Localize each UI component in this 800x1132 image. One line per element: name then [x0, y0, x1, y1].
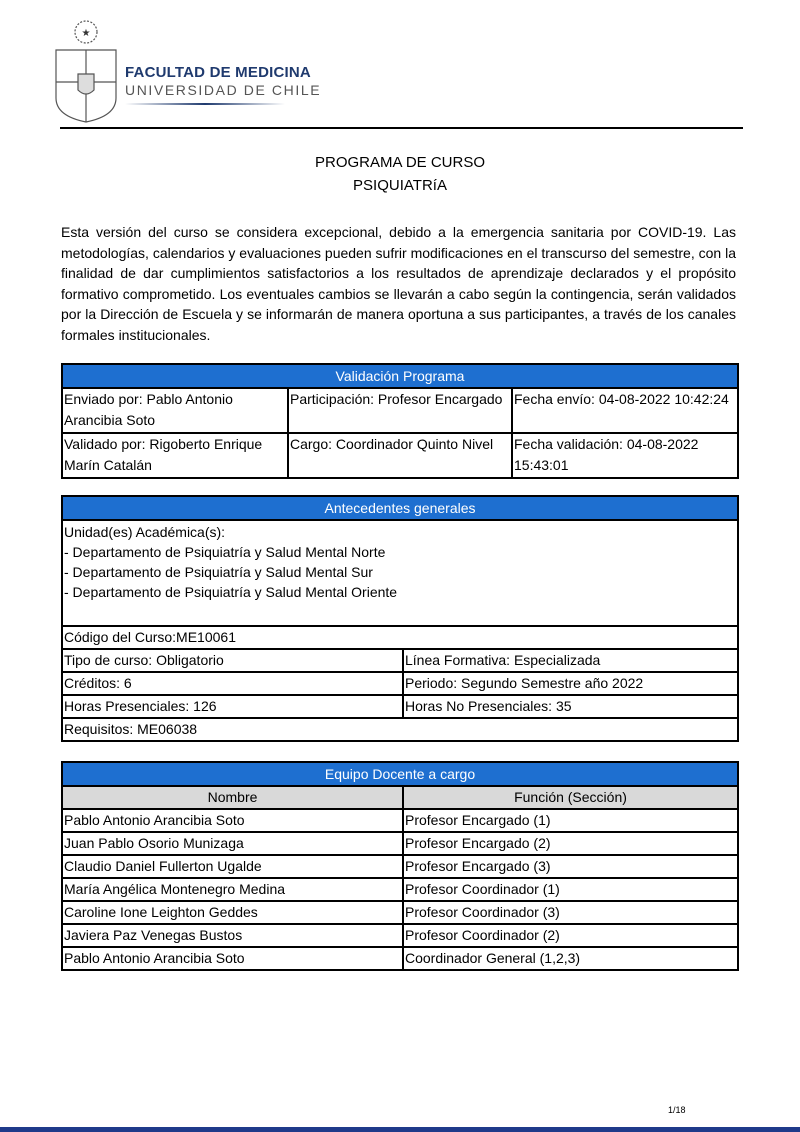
header-divider — [60, 127, 743, 129]
university-crest-logo — [52, 18, 120, 123]
table-row — [63, 856, 737, 879]
teaching-team-header: Equipo Docente a cargo — [63, 763, 737, 787]
training-line: Línea Formativa: Especializada — [402, 650, 737, 671]
remote-hours: Horas No Presenciales: 35 — [402, 696, 737, 717]
requirements: Requisitos: ME06038 — [64, 721, 198, 737]
member-function: Profesor Encargado (1) — [402, 810, 737, 831]
university-name: UNIVERSIDAD DE CHILE — [125, 82, 322, 98]
general-info-table — [61, 495, 739, 742]
member-function: Profesor Coordinador (1) — [402, 879, 737, 900]
member-function: Coordinador General (1,2,3) — [402, 948, 737, 969]
column-header-name: Nombre — [207, 789, 258, 805]
intro-paragraph: Esta versión del curso se considera excepcional, debido a la emergencia sanitaria por COVID-19. Las metodologías, calendarios y evaluaciones pueden sufrir modificaciones en el transcurso del semestre, con la finalidad de dar cumplimientos satisfactorios a los resultados de aprendizaje declarados y el propósito formativo comprometido. Los eventuales cambios se llevarán a cabo según la contingencia, serán validados por la Dirección de Escuela y se informarán de manera oportuna a sus participantes, a través de los canales formales institucionales. — [61, 224, 736, 343]
table-row — [63, 833, 737, 856]
in-person-hours: Horas Presenciales: 126 — [64, 698, 217, 714]
svg-text:★: ★ — [81, 28, 91, 39]
document-subtitle: PSIQUIATRíA — [353, 177, 447, 194]
table-row — [63, 925, 737, 948]
member-name: Caroline Ione Leighton Geddes — [64, 904, 258, 920]
member-function: Profesor Encargado (2) — [402, 833, 737, 854]
page-number: 1/18 — [668, 1105, 686, 1115]
credits: Créditos: 6 — [64, 675, 132, 691]
document-title: PROGRAMA DE CURSO — [314, 154, 486, 171]
brand-underline — [125, 103, 285, 105]
member-name: Juan Pablo Osorio Munizaga — [64, 835, 244, 851]
faculty-name: FACULTAD DE MEDICINA — [125, 64, 311, 81]
academic-unit: - Departamento de Psiquiatría y Salud Mental Oriente — [64, 584, 398, 600]
table-row — [63, 902, 737, 925]
period: Periodo: Segundo Semestre año 2022 — [402, 673, 737, 694]
member-name: Pablo Antonio Arancibia Soto — [64, 950, 245, 966]
course-code: Código del Curso:ME10061 — [64, 629, 236, 645]
general-info-header: Antecedentes generales — [63, 497, 737, 521]
validated-by: Validado por: Rigoberto Enrique Marín Catalán — [64, 436, 263, 473]
sent-by: Enviado por: Pablo Antonio Arancibia Soto — [64, 391, 233, 428]
table-row — [63, 810, 737, 833]
academic-unit: - Departamento de Psiquiatría y Salud Mental Sur — [64, 564, 373, 580]
teaching-team-table — [61, 761, 739, 971]
sent-date: Fecha envío: 04-08-2022 10:42:24 — [511, 389, 737, 432]
member-name: María Angélica Montenegro Medina — [64, 881, 286, 897]
footer-bar — [0, 1127, 800, 1132]
validation-date: Fecha validación: 04-08-2022 15:43:01 — [511, 434, 737, 477]
table-row — [63, 879, 737, 902]
academic-units-label: Unidad(es) Académica(s): — [64, 524, 226, 540]
member-function: Profesor Encargado (3) — [402, 856, 737, 877]
academic-unit: - Departamento de Psiquiatría y Salud Mental Norte — [64, 544, 386, 560]
member-name: Pablo Antonio Arancibia Soto — [64, 812, 245, 828]
position: Cargo: Coordinador Quinto Nivel — [287, 434, 511, 477]
column-header-function: Función (Sección) — [402, 787, 737, 808]
member-name: Javiera Paz Venegas Bustos — [64, 927, 243, 943]
member-function: Profesor Coordinador (2) — [402, 925, 737, 946]
member-function: Profesor Coordinador (3) — [402, 902, 737, 923]
validation-table — [61, 363, 739, 479]
participation: Participación: Profesor Encargado — [287, 389, 511, 432]
table-row — [63, 948, 737, 969]
member-name: Claudio Daniel Fullerton Ugalde — [64, 858, 262, 874]
course-type: Tipo de curso: Obligatorio — [64, 652, 224, 668]
validation-header: Validación Programa — [63, 365, 737, 389]
